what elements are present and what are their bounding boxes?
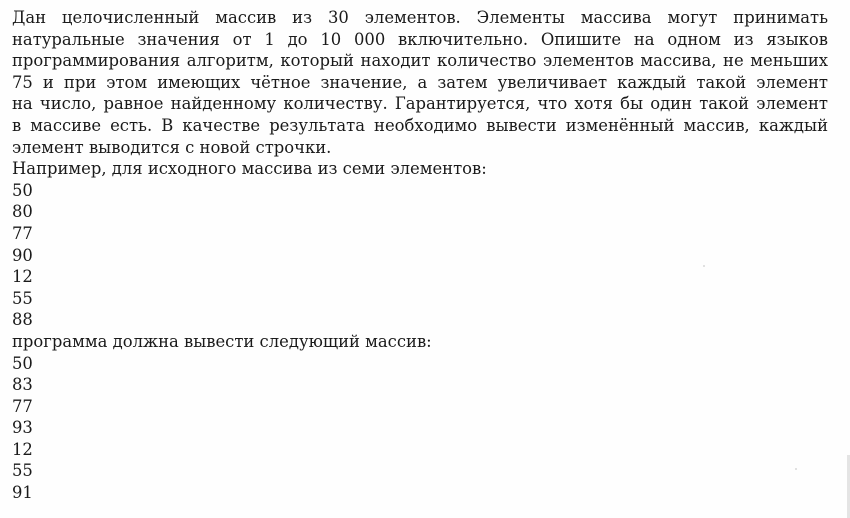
output-value-4: 93 [12,418,33,438]
task-paragraph [12,7,828,158]
output-value-5: 12 [12,439,33,459]
output-value-3: 77 [12,396,33,416]
input-value-5: 12 [12,267,33,287]
example-intro: Например, для исходного массива из семи элементов: [12,159,487,179]
output-intro: программа должна вывести следующий массив: [12,331,432,351]
paragraph-line-1: Дан целочисленный массив из 30 элементов. Элементы массива могут принимать [12,8,828,27]
paragraph-line-3: программирования алгоритм, который находит количество элементов массива, не меньших [12,51,828,71]
output-value-2: 83 [12,375,33,395]
output-array [12,353,828,504]
paragraph-line-2: натуральные значения от 1 до 10 000 включительно. Опишите на одном из языков [12,29,828,49]
input-value-6: 55 [12,288,33,308]
input-value-7: 88 [12,310,33,330]
input-value-4: 90 [12,245,33,265]
paragraph-line-4: 75 и при этом имеющих чётное значение, а затем увеличивает каждый такой элемент [12,72,828,92]
task-text [12,7,828,504]
paragraph-line-7: элемент выводится с новой строчки. [12,137,332,157]
input-value-1: 50 [12,180,33,200]
paper-speck [795,468,797,470]
output-value-6: 55 [12,461,33,481]
input-array [12,180,828,331]
paper-speck [703,265,705,267]
paragraph-line-5: на число, равное найденному количеству. Гарантируется, что хотя бы один такой элемент [12,94,828,114]
paragraph-line-6: в массиве есть. В качестве результата необходимо вывести изменённый массив, каждый [12,115,828,135]
input-value-2: 80 [12,202,33,222]
output-value-7: 91 [12,483,33,503]
input-value-3: 77 [12,223,33,243]
output-value-1: 50 [12,353,33,373]
